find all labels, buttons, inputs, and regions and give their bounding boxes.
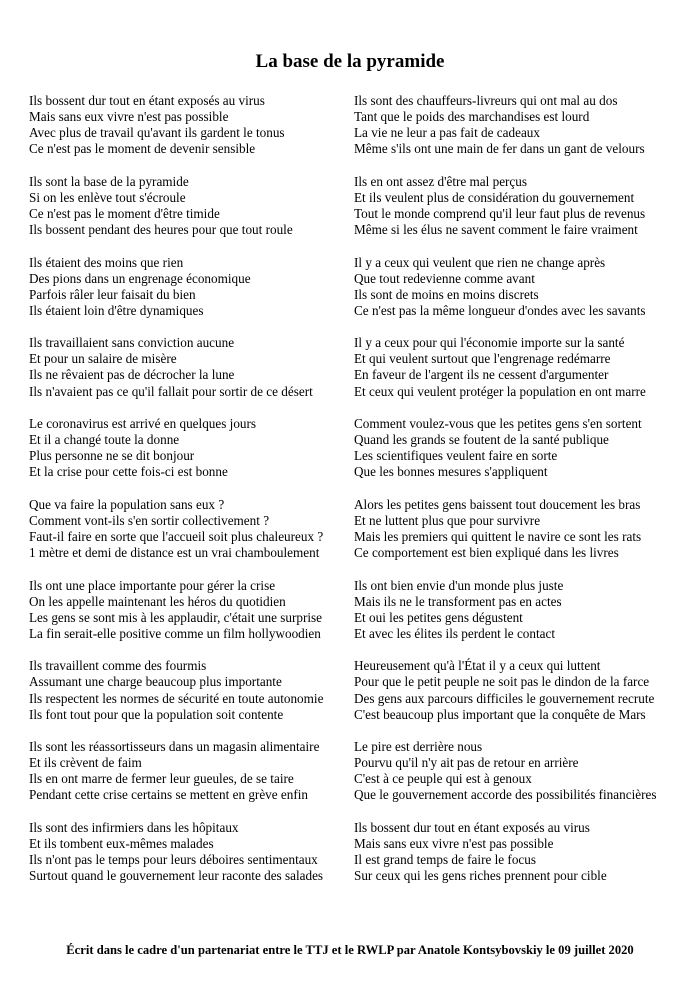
poem-line: C'est à ce peuple qui est à genoux	[354, 771, 532, 787]
poem-line: Ils étaient loin d'être dynamiques	[29, 302, 204, 318]
poem-line: Que le gouvernement accorde des possibilités financières	[354, 787, 657, 803]
poem-line: Ce n'est pas le moment de devenir sensible	[29, 141, 256, 157]
stanza	[354, 820, 694, 884]
poem-line: Tant que le poids des marchandises est lourd	[354, 109, 590, 125]
poem-line: Assumant une charge beaucoup plus importante	[29, 674, 282, 690]
poem-line: En faveur de l'argent ils ne cessent d'argumenter	[354, 367, 609, 383]
poem-line: Et ils veulent plus de considération du gouvernement	[354, 189, 635, 205]
poem-line: Ils font tout pour que la population soit contente	[29, 706, 284, 722]
poem-line: Et la crise pour cette fois-ci est bonne	[29, 464, 228, 480]
poem-line: Ils ne rêvaient pas de décrocher la lune	[29, 367, 235, 383]
stanza	[29, 255, 364, 319]
poem-line: Ils sont la base de la pyramide	[29, 173, 189, 189]
poem-line: Et qui veulent surtout que l'engrenage redémarre	[354, 351, 611, 367]
poem-line: Pourvu qu'il n'y ait pas de retour en arrière	[354, 755, 579, 771]
poem-line: Le coronavirus est arrivé en quelques jours	[29, 416, 257, 432]
stanza	[29, 497, 364, 561]
poem-line: Ils n'avaient pas ce qu'il fallait pour sortir de ce désert	[29, 383, 313, 399]
poem-line: Ils en ont assez d'être mal perçus	[354, 173, 528, 189]
poem-line: Ils bossent dur tout en étant exposés au virus	[29, 93, 265, 108]
poem-line: Ce n'est pas la même longueur d'ondes avec les savants	[354, 302, 646, 318]
poem-line: Ils travaillaient sans conviction aucune	[29, 335, 235, 351]
poem-line: Et avec les élites ils perdent le contact	[354, 625, 556, 641]
stanza	[354, 255, 694, 319]
poem-line: Ce n'est pas le moment d'être timide	[29, 205, 220, 221]
author-credit: Écrit dans le cadre d'un partenariat entre le TTJ et le RWLP par Anatole Kontsybovskiy le 09 juillet 2020	[66, 943, 634, 957]
poem-title: La base de la pyramide	[255, 51, 445, 72]
poem-line: Pour que le petit peuple ne soit pas le dindon de la farce	[354, 674, 650, 690]
poem-line: Et ne luttent plus que pour survivre	[354, 512, 541, 528]
poem-line: Ils bossent dur tout en étant exposés au virus	[354, 819, 590, 835]
poem-line: Mais ils ne le transforment pas en actes	[354, 593, 562, 609]
poem-line: Ils bossent pendant des heures pour que tout roule	[29, 222, 293, 238]
poem-line: Que va faire la population sans eux ?	[29, 496, 225, 512]
poem-line: Même s'ils ont une main de fer dans un gant de velours	[354, 141, 645, 157]
poem-line: On les appelle maintenant les héros du quotidien	[29, 593, 286, 609]
poem-line: C'est beaucoup plus important que la conquête de Mars	[354, 706, 646, 722]
poem-line: Le pire est derrière nous	[354, 739, 483, 755]
poem-line: Des gens aux parcours difficiles le gouvernement recrute	[354, 690, 655, 706]
poem-line: 1 mètre et demi de distance est un vrai chamboulement	[29, 545, 320, 561]
poem-line: Et ils tombent eux-mêmes malades	[29, 835, 214, 851]
poem-line: Ils ont une place importante pour gérer la crise	[29, 577, 276, 593]
poem-line: Et ceux qui veulent protéger la population en ont marre	[354, 383, 646, 399]
poem-line: Tout le monde comprend qu'il leur faut plus de revenus	[354, 205, 646, 221]
poem-column-left	[29, 93, 364, 901]
poem-line: Ils en ont marre de fermer leur gueules, de se taire	[29, 771, 294, 787]
stanza	[29, 578, 364, 642]
poem-line: La fin serait-elle positive comme un film hollywoodien	[29, 625, 321, 641]
poem-line: Pendant cette crise certains se mettent en grève enfin	[29, 787, 309, 803]
poem-line: Mais sans eux vivre n'est pas possible	[29, 109, 229, 125]
stanza	[354, 335, 694, 399]
poem-line: Ils sont les réassortisseurs dans un magasin alimentaire	[29, 739, 320, 755]
stanza	[29, 739, 364, 803]
poem-line: Et oui les petites gens dégustent	[354, 609, 523, 625]
poem-line: Des pions dans un engrenage économique	[29, 270, 251, 286]
stanza	[29, 820, 364, 884]
stanza	[354, 93, 694, 157]
poem-line: Si on les enlève tout s'écroule	[29, 189, 186, 205]
poem-line: Que les bonnes mesures s'appliquent	[354, 464, 548, 480]
poem-line: Il y a ceux pour qui l'économie importe sur la santé	[354, 335, 625, 351]
poem-line: Avec plus de travail qu'avant ils gardent le tonus	[29, 125, 285, 141]
stanza	[354, 578, 694, 642]
stanza	[354, 416, 694, 480]
poem-column-right	[354, 93, 694, 901]
stanza	[354, 497, 694, 561]
poem-line: Il est grand temps de faire le focus	[354, 852, 536, 868]
poem-line: Quand les grands se foutent de la santé publique	[354, 432, 609, 448]
poem-line: Ils sont des infirmiers dans les hôpitaux	[29, 819, 239, 835]
stanza	[354, 174, 694, 238]
poem-line: Mais les premiers qui quittent le navire ce sont les rats	[354, 529, 642, 545]
poem-line: Les scientifiques veulent faire en sorte	[354, 448, 558, 464]
stanza	[29, 658, 364, 722]
poem-line: Ils respectent les normes de sécurité en toute autonomie	[29, 690, 324, 706]
stanza	[354, 739, 694, 803]
poem-line: La vie ne leur a pas fait de cadeaux	[354, 125, 540, 141]
poem-line: Parfois râler leur faisait du bien	[29, 286, 196, 302]
stanza	[29, 174, 364, 238]
poem-line: Que tout redevienne comme avant	[354, 270, 535, 286]
poem-line: Mais sans eux vivre n'est pas possible	[354, 835, 554, 851]
poem-line: Heureusement qu'à l'État il y a ceux qui luttent	[354, 658, 601, 674]
poem-line: Plus personne ne se dit bonjour	[29, 448, 195, 464]
poem-line: Et pour un salaire de misère	[29, 351, 177, 367]
poem-line: Alors les petites gens baissent tout doucement les bras	[354, 496, 641, 512]
poem-line: Ils sont de moins en moins discrets	[354, 286, 539, 302]
poem-line: Sur ceux qui les gens riches prennent pour cible	[354, 868, 607, 884]
stanza	[29, 416, 364, 480]
poem-line: Ils n'ont pas le temps pour leurs déboires sentimentaux	[29, 852, 318, 868]
poem-line: Il y a ceux qui veulent que rien ne change après	[354, 254, 606, 270]
poem-line: Les gens se sont mis à les applaudir, c'était une surprise	[29, 609, 322, 625]
poem-line: Ils travaillent comme des fourmis	[29, 658, 207, 674]
poem-line: Et ils crèvent de faim	[29, 755, 142, 771]
stanza	[354, 658, 694, 722]
poem-line: Surtout quand le gouvernement leur raconte des salades	[29, 868, 324, 884]
poem-line: Ce comportement est bien expliqué dans les livres	[354, 545, 619, 561]
poem-line: Ils étaient des moins que rien	[29, 254, 184, 270]
poem-line: Et il a changé toute la donne	[29, 432, 180, 448]
stanza	[29, 335, 364, 399]
poem-line: Ils ont bien envie d'un monde plus juste	[354, 577, 564, 593]
poem-line: Ils sont des chauffeurs-livreurs qui ont mal au dos	[354, 93, 618, 108]
poem-line: Comment voulez-vous que les petites gens s'en sortent	[354, 416, 642, 432]
stanza	[29, 93, 364, 157]
poem-line: Faut-il faire en sorte que l'accueil soit plus chaleureux ?	[29, 529, 324, 545]
poem-line: Même si les élus ne savent comment le faire vraiment	[354, 222, 638, 238]
poem-line: Comment vont-ils s'en sortir collectivement ?	[29, 512, 270, 528]
